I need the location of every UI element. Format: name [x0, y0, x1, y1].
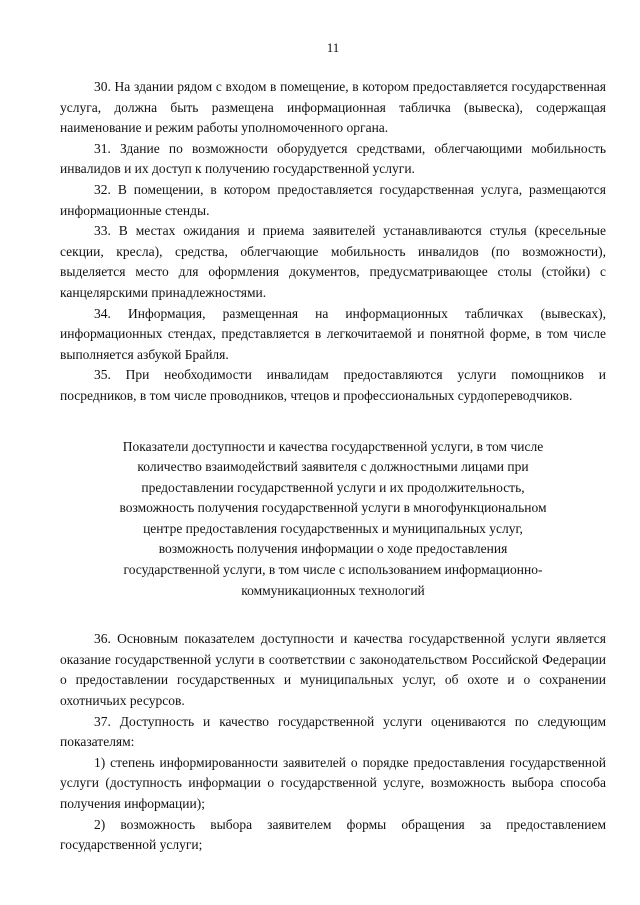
paragraphs-top — [60, 77, 606, 407]
paragraph-36: 36. Основным показателем доступности и качества государственной услуги является оказание государственной услуги в соответствии с законодательством Российской Федерации о предоставлении государственных и муниципальных услуг, об охоте и о сохранении охотничьих ресурсов. — [60, 631, 606, 709]
paragraph-35: 35. При необходимости инвалидам предоставляются услуги помощников и посредников, в том числе проводников, чтецов и профессиональных сурдопереводчиков. — [60, 367, 606, 403]
paragraph-32: 32. В помещении, в котором предоставляется государственная услуга, размещаются информационные стенды. — [60, 181, 606, 218]
paragraph-30: 30. На здании рядом с входом в помещение, в котором предоставляется государственная услуга, должна быть размещена информационная табличка (вывеска), содержащая наименование и режим работы уполномоченного органа. — [60, 79, 606, 136]
page-number: 11 — [326, 40, 340, 55]
paragraph-34: 34. Информация, размещенная на информационных табличках (вывесках), информационных стендах, представляется в легкочитаемой и понятной форме, в том числе выполняется азбукой Брайля. — [60, 305, 606, 362]
list-item-1: 1) степень информированности заявителей о порядке предоставления государственной услуги (доступность информации о государственной услуге, возможность выбора способа получения информации); — [60, 754, 606, 811]
section-title: Показатели доступности и качества государственной услуги, в том числе количество взаимодействий заявителя с должностными лицами при предоставлении государственной услуги и их продолжительность, возможность получения государственной услуги в многофункциональном центре предоставления государственных и муниципальных услуг, возможность получения информации о ходе предоставления государственной услуги, в том числе с использованием информационно-коммуникационных технологий — [119, 438, 547, 598]
paragraph-31: 31. Здание по возможности оборудуется средствами, облегчающими мобильность инвалидов и их доступ к получению государственной услуги. — [60, 140, 606, 177]
list-item-2: 2) возможность выбора заявителем формы обращения за предоставлением государственной услуги; — [60, 816, 606, 853]
paragraphs-bottom — [60, 629, 606, 856]
paragraph-33: 33. В местах ожидания и приема заявителей устанавливаются стулья (кресельные секции, кресла), средства, облегчающие мобильность инвалидов (по возможности), выделяется место для оформления документов, предусматривающее столы (стойки) с канцелярскими принадлежностями. — [60, 223, 606, 300]
paragraph-37: 37. Доступность и качество государственной услуги оцениваются по следующим показателям: — [60, 713, 606, 750]
